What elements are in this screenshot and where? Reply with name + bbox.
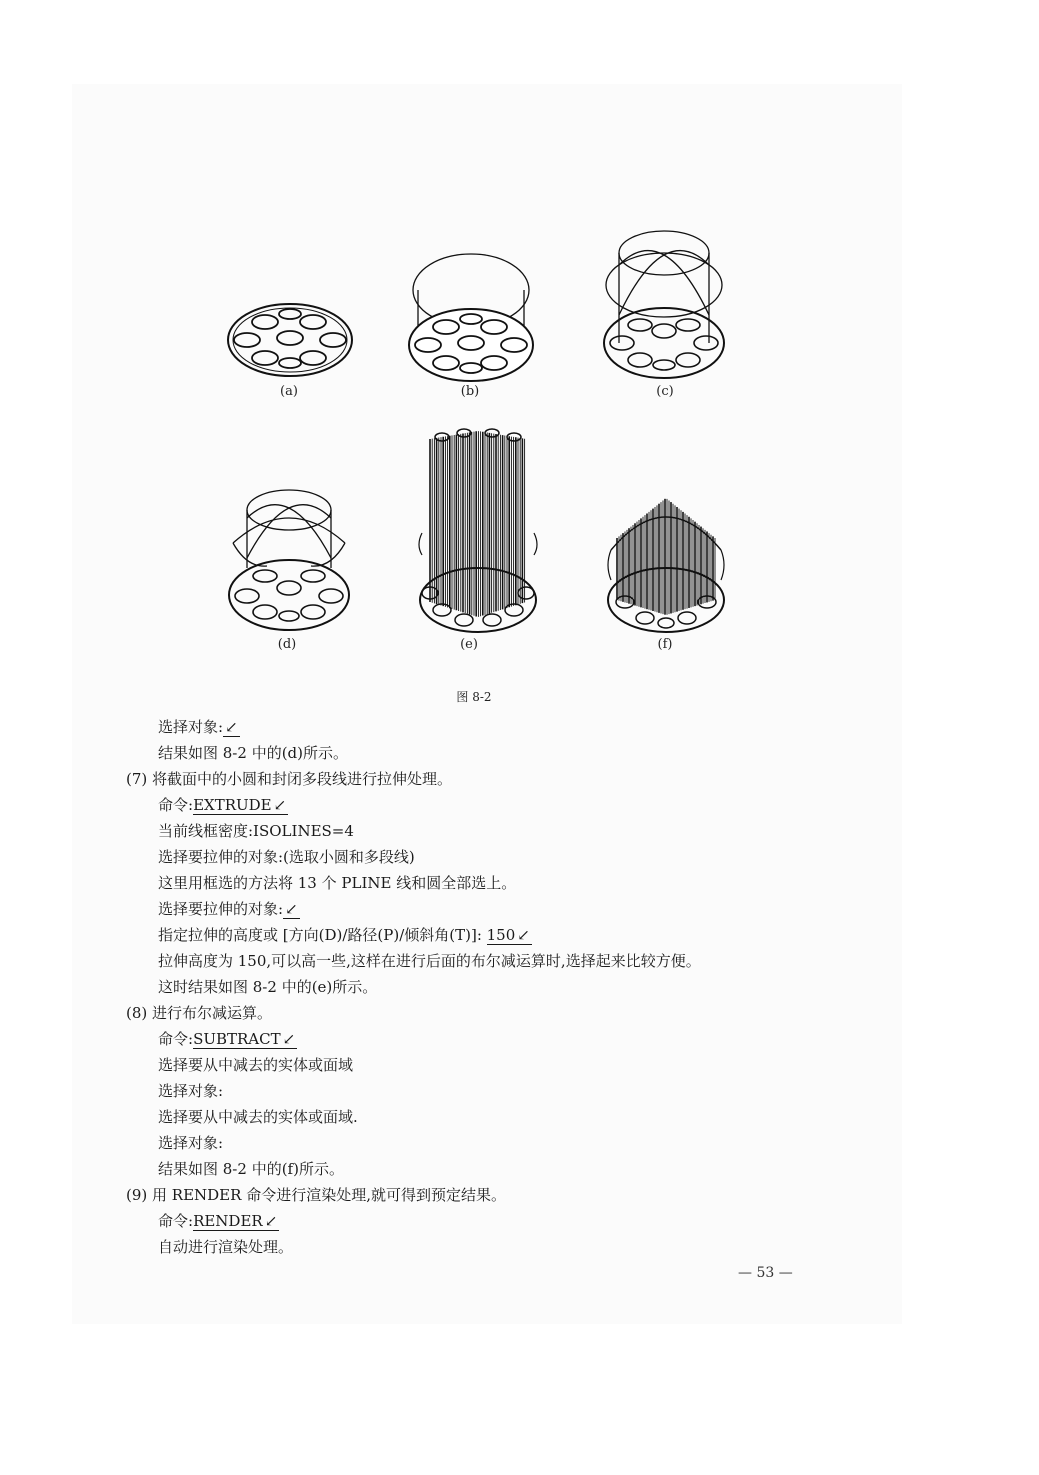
command-text: 150 — [486, 926, 516, 944]
input-underline — [193, 796, 288, 815]
input-underline — [193, 1030, 297, 1049]
line-text: 选择要拉伸的对象: — [158, 900, 284, 918]
step-heading: (9) 用 RENDER 命令进行渲染处理,就可得到预定结果。 — [126, 1186, 506, 1204]
panel-e-label: (e) — [460, 637, 478, 652]
text-line: 拉伸高度为 150,可以高一些,这样在进行后面的布尔减运算时,选择起来比较方便。 — [158, 952, 701, 970]
enter-arrow-icon: ↙ — [285, 900, 298, 918]
panel-f-label: (f) — [657, 637, 673, 652]
text-line: 选择要拉伸的对象:(选取小圆和多段线) — [158, 848, 415, 866]
text-line — [158, 899, 300, 919]
text-line: 这里用框选的方法将 13 个 PLINE 线和圆全部选上。 — [158, 874, 517, 892]
panel-b-label: (b) — [460, 384, 480, 399]
figure-8-2 — [0, 0, 1039, 710]
page-number: — 53 — — [738, 1265, 793, 1281]
input-underline — [223, 718, 240, 737]
step-heading: (8) 进行布尔减运算。 — [126, 1004, 273, 1022]
input-underline — [283, 900, 300, 919]
panel-e-drawing — [418, 425, 538, 635]
text-line — [158, 1211, 279, 1231]
text-line: 结果如图 8-2 中的(d)所示。 — [158, 744, 348, 762]
text-line: 结果如图 8-2 中的(f)所示。 — [158, 1160, 344, 1178]
enter-arrow-icon: ↙ — [264, 1212, 278, 1230]
text-line: 当前线框密度:ISOLINES=4 — [158, 822, 354, 840]
text-line — [158, 925, 532, 945]
text-line: 选择对象: — [158, 1134, 224, 1152]
command-text: EXTRUDE — [193, 796, 272, 814]
text-line: 选择要从中减去的实体或面域 — [158, 1056, 354, 1074]
panel-d-label: (d) — [277, 637, 297, 652]
line-text: 命令: — [158, 1030, 194, 1048]
text-line: 选择对象: — [158, 1082, 224, 1100]
enter-arrow-icon: ↙ — [282, 1030, 296, 1048]
text-line — [158, 717, 240, 737]
panel-c-drawing — [602, 225, 727, 385]
panel-a-drawing — [225, 300, 355, 380]
input-underline — [193, 1212, 279, 1231]
line-text: 选择对象: — [158, 718, 224, 736]
input-underline — [487, 926, 532, 945]
panel-c-label: (c) — [656, 384, 674, 399]
enter-arrow-icon: ↙ — [517, 926, 530, 944]
text-line: 选择要从中减去的实体或面域. — [158, 1108, 358, 1126]
command-text: SUBTRACT — [193, 1030, 281, 1048]
panel-f-drawing — [605, 490, 727, 635]
panel-a-label: (a) — [280, 384, 298, 399]
figure-caption: 图 8-2 — [456, 690, 492, 704]
text-line — [158, 795, 288, 815]
line-text: 命令: — [158, 1212, 194, 1230]
enter-arrow-icon: ↙ — [273, 796, 287, 814]
command-text: RENDER — [193, 1212, 263, 1230]
text-line: 自动进行渲染处理。 — [158, 1238, 294, 1256]
enter-arrow-icon: ↙ — [225, 718, 238, 736]
text-line — [158, 1029, 297, 1049]
line-text: 指定拉伸的高度或 [方向(D)/路径(P)/倾斜角(T)]: — [158, 926, 487, 944]
text-line: 这时结果如图 8-2 中的(e)所示。 — [158, 978, 378, 996]
step-heading: (7) 将截面中的小圆和封闭多段线进行拉伸处理。 — [126, 770, 453, 788]
panel-b-drawing — [406, 250, 536, 385]
line-text: 命令: — [158, 796, 194, 814]
panel-d-drawing — [227, 488, 352, 633]
